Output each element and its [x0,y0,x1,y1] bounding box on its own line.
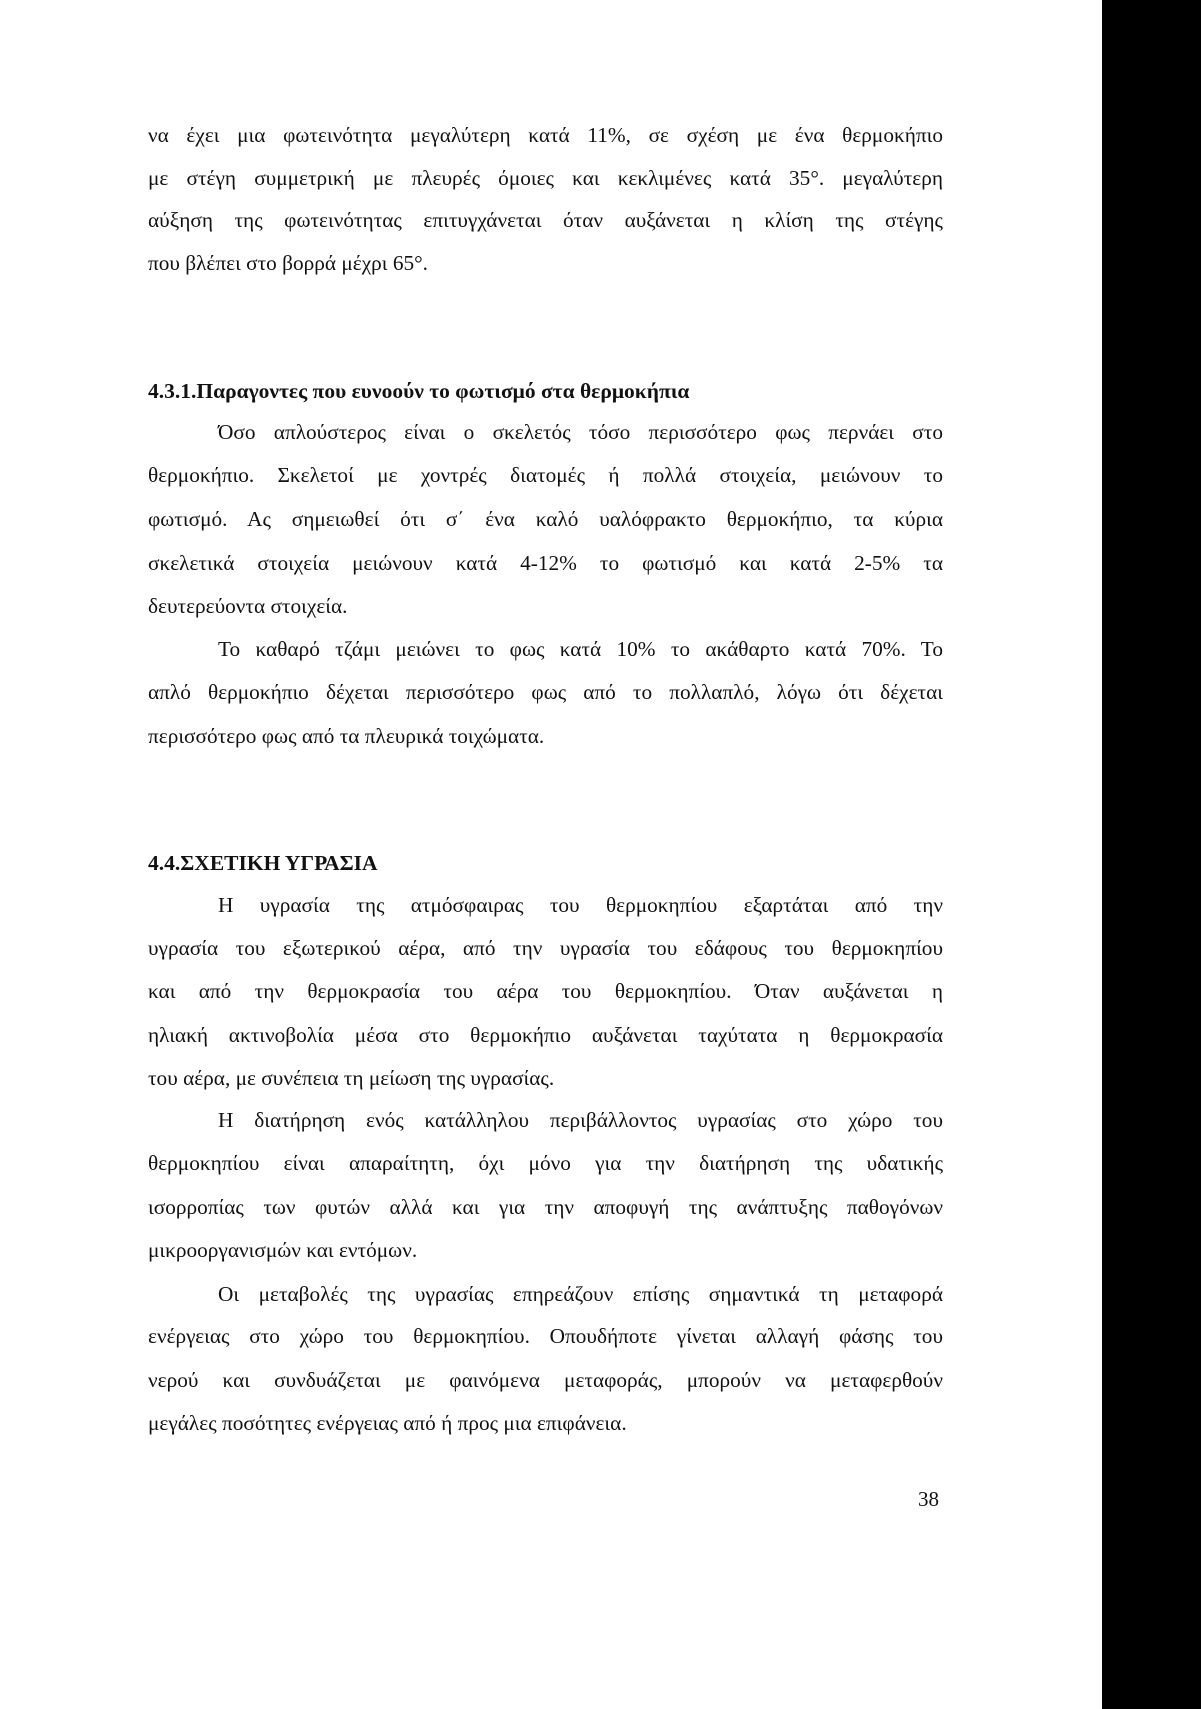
section-431-line-3: φωτισμό. Ας σημειωθεί ότι σ΄ ένα καλό υαλόφρακτο θερμοκήπιο, τα κύρια [148,507,943,531]
intro-line-4: που βλέπει στο βορρά μέχρι 65°. [148,251,428,275]
section-44-line-4: ηλιακή ακτινοβολία μέσα στο θερμοκήπιο αυξάνεται ταχύτατα η θερμοκρασία [148,1023,943,1047]
section-44-line-1: Η υγρασία της ατμόσφαιρας του θερμοκηπίου εξαρτάται από την [218,893,943,917]
section-431-line-5: δευτερεύοντα στοιχεία. [148,594,348,618]
intro-line-3: αύξηση της φωτεινότητας επιτυγχάνεται όταν αυξάνεται η κλίση της στέγης [148,208,943,232]
section-44-line-7: θερμοκηπίου είναι απαραίτητη, όχι μόνο για την διατήρηση της υδατικής [148,1151,943,1175]
section-431-line-8: περισσότερο φως από τα πλευρικά τοιχώματα. [148,724,545,748]
section-44-line-9: μικροοργανισμών και εντόμων. [148,1238,418,1262]
section-44-line-8: ισορροπίας των φυτών αλλά και για την αποφυγή της ανάπτυξης παθογόνων [148,1195,943,1219]
section-431-line-6: Το καθαρό τζάμι μειώνει το φως κατά 10% το ακάθαρτο κατά 70%. Το [218,637,943,661]
section-44-line-10: Οι μεταβολές της υγρασίας επηρεάζουν επίσης σημαντικά τη μεταφορά [218,1282,943,1306]
section-431-line-2: θερμοκήπιο. Σκελετοί με χοντρές διατομές ή πολλά στοιχεία, μειώνουν το [148,463,943,487]
section-44-line-2: υγρασία του εξωτερικού αέρα, από την υγρασία του εδάφους του θερμοκηπίου [148,936,943,960]
section-44-line-3: και από την θερμοκρασία του αέρα του θερμοκηπίου. Όταν αυξάνεται η [148,979,943,1003]
section-44-line-12: νερού και συνδυάζεται με φαινόμενα μεταφοράς, μπορούν να μεταφερθούν [148,1368,943,1392]
section-44-line-6: Η διατήρηση ενός κατάλληλου περιβάλλοντος υγρασίας στο χώρο του [218,1108,943,1132]
section-431-line-4: σκελετικά στοιχεία μειώνουν κατά 4-12% το φωτισμό και κατά 2-5% τα [148,551,943,575]
section-44-line-11: ενέργειας στο χώρο του θερμοκηπίου. Οπουδήποτε γίνεται αλλαγή φάσης του [148,1324,943,1348]
section-44-heading: 4.4.ΣΧΕΤΙΚΗ ΥΓΡΑΣΙΑ [148,851,378,875]
intro-line-2: με στέγη συμμετρική με πλευρές όμοιες και κεκλιμένες κατά 35°. μεγαλύτερη [148,166,943,190]
section-431-line-7: απλό θερμοκήπιο δέχεται περισσότερο φως από το πολλαπλό, λόγω ότι δέχεται [148,680,943,704]
section-44-line-13: μεγάλες ποσότητες ενέργειας από ή προς μια επιφάνεια. [148,1411,627,1435]
page-number: 38 [918,1487,939,1511]
section-431-heading: 4.3.1.Παραγοντες που ευνοούν το φωτισμό στα θερμοκήπια [148,379,690,403]
intro-line-1: να έχει μια φωτεινότητα μεγαλύτερη κατά 11%, σε σχέση με ένα θερμοκήπιο [148,123,943,147]
section-44-line-5: του αέρα, με συνέπεια τη μείωση της υγρασίας. [148,1066,555,1090]
section-431-line-1: Όσο απλούστερος είναι ο σκελετός τόσο περισσότερο φως περνάει στο [218,420,943,444]
